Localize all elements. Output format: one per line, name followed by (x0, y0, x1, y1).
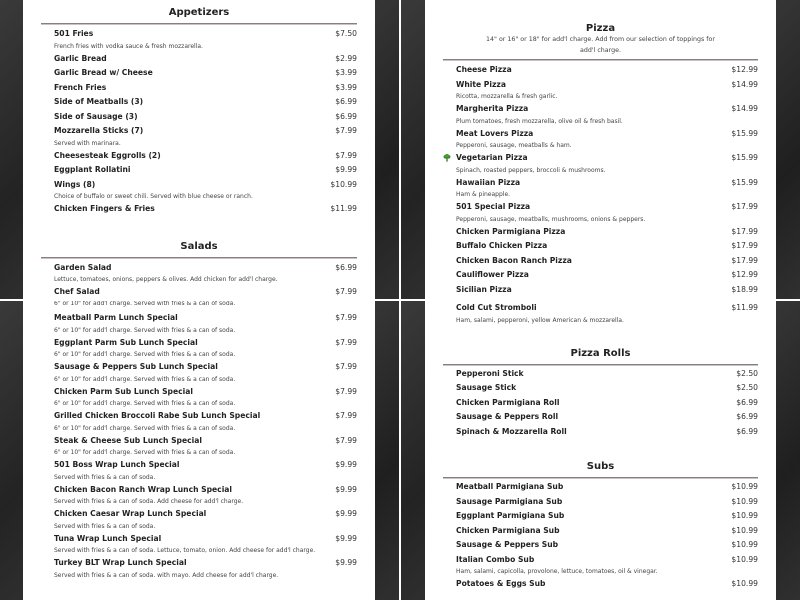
item-name: Cheese Pizza (456, 65, 512, 74)
item-name: 501 Fries (54, 29, 94, 38)
item-description: Ham, salami, pepperoni, yellow American & mozzarella. (456, 316, 624, 324)
section-subtitle: 14" or 16" or 18" for add'l charge. Add from our selection of toppings for add'l charge. (486, 36, 715, 54)
vegetarian-icon (443, 154, 451, 162)
item-name: Chicken Bacon Ranch Wrap Lunch Special (54, 484, 233, 494)
item-price: $10.99 (731, 554, 758, 564)
item-description: Pepperoni, sausage, meatballs, mushrooms, onions & peppers. (456, 215, 646, 223)
item-price: $10.99 (731, 525, 758, 535)
item-price: $9.99 (335, 165, 357, 174)
section-title-salads: Salads (180, 240, 218, 252)
item-name: Margherita Pizza (456, 104, 529, 113)
item-name: Chicken Parmigiana Pizza (456, 226, 566, 236)
item-name: Sausage Parmigiana Sub (456, 496, 563, 506)
item-price: $7.99 (335, 150, 357, 160)
menu-item[interactable] (425, 200, 776, 225)
menu-item[interactable] (425, 225, 776, 240)
item-description: Ricotta, mozzarella & fresh garlic. (456, 93, 558, 100)
item-description: Served with fries & a can of soda. with mayo. Add cheese for add'l charge. (54, 571, 279, 579)
item-description: Pepperoni, sausage, meatballs & ham. (456, 142, 572, 149)
menu-item[interactable] (425, 425, 776, 440)
item-price: $7.99 (335, 411, 357, 420)
item-price: $2.50 (736, 383, 758, 392)
item-name: Spinach & Mozzarella Roll (456, 426, 567, 436)
menu-item[interactable] (425, 268, 776, 283)
item-name: Wings (8) (54, 179, 96, 189)
item-price: $6.99 (335, 111, 357, 121)
item-price: $10.99 (731, 482, 758, 491)
item-name: Turkey BLT Wrap Lunch Special (54, 558, 187, 567)
tile-lunch-specials (0, 301, 399, 600)
item-price: $2.99 (335, 53, 357, 63)
item-price: $15.99 (731, 153, 758, 162)
section-title-appetizers: Appetizers (168, 7, 230, 18)
menu-item[interactable] (425, 538, 776, 553)
menu-item[interactable] (425, 509, 776, 524)
menu-panel (23, 301, 375, 600)
menu-item[interactable] (425, 239, 776, 254)
item-description: Ham, salami, capicolla, provolone, lettuce, tomatoes, oil & vinegar. (456, 568, 658, 575)
menu-item[interactable] (23, 556, 375, 581)
item-price: $9.99 (335, 533, 357, 543)
item-name: Eggplant Rollatini (54, 165, 131, 174)
item-price: $2.50 (736, 368, 758, 378)
menu-item[interactable] (23, 434, 375, 459)
item-name: Meatball Parmigiana Sub (456, 482, 564, 491)
item-name: White Pizza (456, 79, 506, 89)
item-name: Sausage & Peppers Sub Lunch Special (54, 362, 218, 371)
item-price: $17.99 (731, 241, 758, 250)
item-description: Plum tomatoes, fresh mozzarella, olive oil & fresh basil. (456, 117, 623, 125)
menu-item[interactable] (425, 151, 776, 176)
item-name: Eggplant Parmigiana Sub (456, 511, 565, 520)
menu-panel (23, 0, 375, 299)
menu-item[interactable] (425, 480, 776, 495)
item-name: Eggplant Parm Sub Lunch Special (54, 337, 198, 347)
item-price: $17.99 (731, 226, 758, 236)
menu-item[interactable] (23, 409, 375, 434)
menu-item[interactable] (23, 285, 375, 299)
menu-item[interactable] (23, 163, 375, 178)
menu-item[interactable] (23, 124, 375, 149)
item-price: $17.99 (731, 255, 758, 265)
item-name: Italian Combo Sub (456, 554, 535, 564)
item-price: $18.99 (731, 284, 758, 294)
item-price: $10.99 (330, 179, 357, 189)
item-price: $7.99 (335, 386, 357, 396)
item-price: $11.99 (330, 204, 357, 213)
item-price: $12.99 (731, 270, 758, 279)
item-price: $7.99 (335, 287, 357, 296)
menu-item[interactable] (425, 367, 776, 382)
item-name: Cold Cut Stromboli (456, 303, 537, 312)
item-name: Potatoes & Eggs Sub (456, 579, 546, 588)
menu-item[interactable] (23, 261, 375, 286)
menu-item[interactable] (23, 483, 375, 508)
item-description: Choice of buffalo or sweet chili. Served with blue cheese or ranch. (54, 193, 253, 200)
section-title-pizza-rolls: Pizza Rolls (570, 347, 631, 359)
item-name: Chicken Parmigiana Roll (456, 397, 560, 407)
item-name: Meat Lovers Pizza (456, 128, 534, 138)
menu-panel (425, 0, 776, 299)
item-name: Chicken Fingers & Fries (54, 204, 155, 213)
item-name: Mozzarella Sticks (7) (54, 126, 144, 135)
tile-rolls-subs (401, 301, 800, 600)
item-name: Sausage & Peppers Roll (456, 412, 559, 421)
item-name: Pepperoni Stick (456, 368, 524, 378)
menu-item[interactable] (23, 178, 375, 203)
item-name: Chicken Bacon Ranch Pizza (456, 255, 572, 265)
item-name: Chicken Caesar Wrap Lunch Special (54, 509, 207, 518)
item-name: Steak & Cheese Sub Lunch Special (54, 435, 202, 445)
menu-item[interactable] (23, 95, 375, 110)
tile-appetizers (0, 0, 399, 299)
item-price: $3.99 (335, 82, 357, 92)
item-name: Hawaiian Pizza (456, 177, 521, 187)
menu-item[interactable] (23, 149, 375, 164)
menu-item[interactable] (23, 202, 375, 217)
item-price: $7.99 (335, 126, 357, 135)
item-description: 6" or 10" for add'l charge. Served with fries & a can of soda. (54, 400, 236, 407)
item-price: $6.99 (335, 262, 357, 272)
item-name: Cheesesteak Eggrolls (2) (54, 150, 161, 160)
item-name: Chicken Parmigiana Sub (456, 525, 560, 535)
section-title-subs: Subs (586, 461, 615, 472)
item-description: Lettuce, tomatoes, onions, peppers & olives. Add chicken for add'l charge. (54, 276, 278, 283)
item-description: Served with fries & a can of soda. Lettuce, tomato, onion. Add cheese for add'l charge. (54, 547, 316, 554)
item-name: Tuna Wrap Lunch Special (54, 533, 162, 543)
menu-item[interactable] (425, 283, 776, 298)
item-price: $10.99 (731, 496, 758, 506)
menu-item-continued (23, 301, 375, 311)
item-price: $10.99 (731, 540, 758, 549)
menu-item[interactable] (425, 127, 776, 152)
item-name: Buffalo Chicken Pizza (456, 241, 548, 250)
item-price: $14.99 (731, 79, 758, 89)
menu-item[interactable] (425, 301, 776, 326)
item-price: $10.99 (731, 579, 758, 588)
item-name: Side of Meatballs (3) (54, 97, 144, 106)
item-name: Cauliflower Pizza (456, 270, 529, 279)
item-description: 6" or 10" for add'l charge. Served with fries & a can of soda. (54, 375, 236, 383)
item-price: $6.99 (736, 397, 758, 407)
menu-item[interactable] (23, 360, 375, 385)
menu-item[interactable] (23, 66, 375, 81)
item-name: Garden Salad (54, 262, 112, 272)
item-price: $10.99 (731, 511, 758, 520)
menu-item[interactable] (425, 63, 776, 78)
item-name: Vegetarian Pizza (456, 153, 528, 162)
item-price: $7.50 (335, 29, 357, 38)
item-price: $14.99 (731, 104, 758, 113)
item-name: Meatball Parm Lunch Special (54, 313, 178, 322)
item-description: Ham & pineapple. (456, 191, 511, 198)
item-name: Chef Salad (54, 287, 100, 296)
item-description: 6" or 10" for add'l charge. Served with fries & a can of soda. (54, 326, 236, 334)
menu-item[interactable] (23, 27, 375, 52)
item-description: Served with fries & a can of soda. (54, 522, 156, 530)
item-price: $6.99 (736, 412, 758, 421)
item-name: 501 Boss Wrap Lunch Special (54, 460, 180, 469)
item-name: Chicken Parm Sub Lunch Special (54, 386, 193, 396)
menu-item[interactable] (23, 81, 375, 96)
item-name: Grilled Chicken Broccoli Rabe Sub Lunch Special (54, 411, 261, 420)
item-name: Garlic Bread w/ Cheese (54, 68, 153, 77)
menu-item[interactable] (425, 78, 776, 103)
menu-item[interactable] (23, 458, 375, 483)
menu-panel (425, 301, 776, 600)
item-price: $15.99 (731, 128, 758, 138)
item-price: $9.99 (335, 460, 357, 469)
item-price: $7.99 (335, 313, 357, 322)
item-price: $12.99 (731, 65, 758, 74)
item-price: $7.99 (335, 435, 357, 445)
item-description: Served with fries & a can of soda. (54, 473, 156, 481)
item-description: 6" or 10" for add'l charge. Served with fries & a can of soda. (54, 301, 236, 307)
item-name: Side of Sausage (3) (54, 111, 138, 121)
menu-item[interactable] (425, 410, 776, 425)
item-description: Spinach, roasted peppers, broccoli & mushrooms. (456, 166, 606, 174)
item-price: $9.99 (335, 509, 357, 518)
item-description: Served with marinara. (54, 139, 121, 147)
item-name: 501 Special Pizza (456, 202, 531, 211)
item-description: 6" or 10" for add'l charge. Served with fries & a can of soda. (54, 351, 236, 358)
item-price: $15.99 (731, 177, 758, 187)
item-name: Sicilian Pizza (456, 284, 512, 294)
menu-item[interactable] (23, 311, 375, 336)
item-name: French Fries (54, 82, 107, 92)
menu-item[interactable] (23, 52, 375, 67)
item-price: $7.99 (335, 337, 357, 347)
menu-item[interactable] (425, 524, 776, 539)
menu-item[interactable] (425, 254, 776, 269)
item-description: 6" or 10" for add'l charge. Served with fries & a can of soda. (54, 424, 236, 432)
item-name: Garlic Bread (54, 53, 107, 63)
menu-item[interactable] (23, 385, 375, 410)
item-price: $7.99 (335, 362, 357, 371)
item-price: $6.99 (335, 97, 357, 106)
item-description: 6" or 10" for add'l charge. Served with fries & a can of soda. (54, 449, 236, 456)
item-name: Sausage Stick (456, 383, 517, 392)
menu-item[interactable] (425, 577, 776, 592)
menu-item[interactable] (23, 507, 375, 532)
item-name: Sausage & Peppers Sub (456, 540, 559, 549)
tile-pizza (401, 0, 800, 299)
menu-item[interactable] (425, 553, 776, 578)
item-description: French fries with vodka sauce & fresh mozzarella. (54, 42, 203, 50)
item-price: $3.99 (335, 68, 357, 77)
menu-item[interactable] (425, 381, 776, 396)
section-title-pizza: Pizza (585, 23, 616, 34)
item-price: $9.99 (335, 484, 357, 494)
menu-item[interactable] (23, 110, 375, 125)
menu-item[interactable] (425, 396, 776, 411)
item-description: Served with fries & a can of soda. Add cheese for add'l charge. (54, 498, 244, 505)
item-price: $6.99 (736, 426, 758, 436)
menu-item[interactable] (23, 336, 375, 361)
menu-item[interactable] (425, 495, 776, 510)
item-price: $11.99 (731, 303, 758, 312)
menu-item[interactable] (23, 532, 375, 557)
item-price: $17.99 (731, 202, 758, 211)
menu-item[interactable] (425, 176, 776, 201)
item-price: $9.99 (335, 558, 357, 567)
menu-item[interactable] (425, 102, 776, 127)
